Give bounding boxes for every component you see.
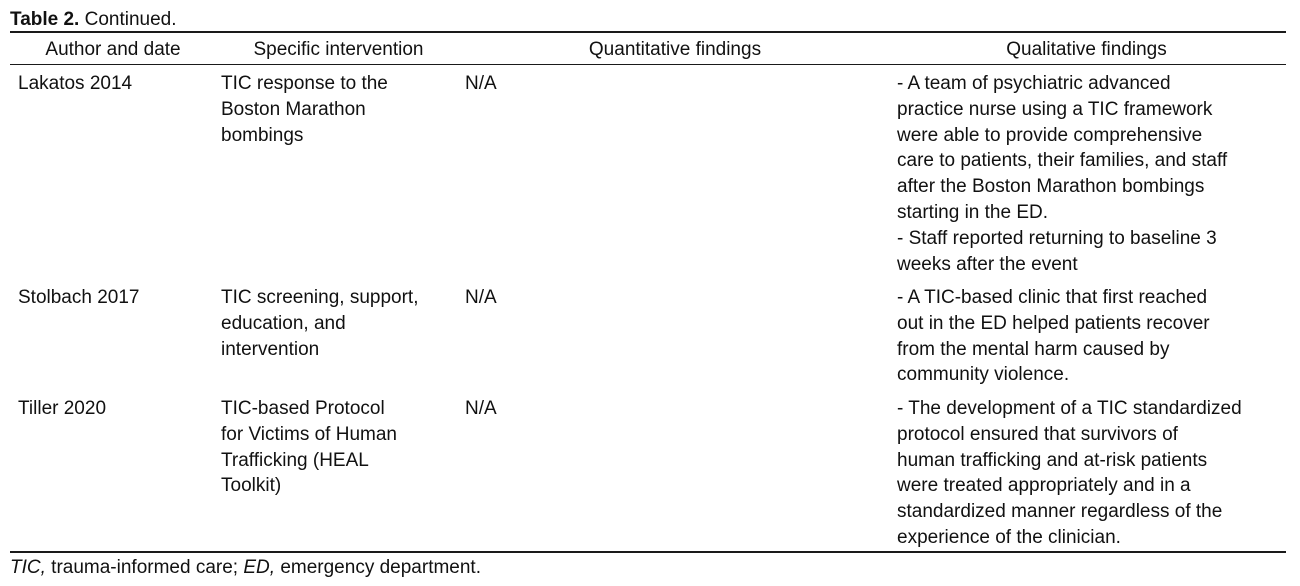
footnote-abbr-tic: TIC, [10,557,46,578]
row-2-qualitative: - A TIC-based clinic that first reached out in the ED helped patients recover from the mental harm caused by community violence. [897,287,1210,386]
footnote-def-ed: emergency department. [275,557,481,578]
column-header-quantitative: Quantitative findings [588,39,762,60]
row-3-author: Tiller 2020 [18,398,107,419]
row-1-qualitative: - A team of psychiatric advanced practice nurse using a TIC framework were able to provide comprehensive care to patients, their families, and staff after the Boston Marathon bombings starting in the ED. - Staff reported returning to baseline 3 weeks after the event [897,73,1228,275]
table-footnote [10,556,481,580]
row-2-author: Stolbach 2017 [18,287,140,308]
footnote-def-tic: trauma-informed care; [45,557,244,578]
table-caption-text: Continued. [79,9,177,30]
header-rule [10,64,1286,65]
table-bottom-rule [10,551,1286,553]
column-header-qualitative: Qualitative findings [1006,39,1167,60]
footnote-abbr-ed: ED, [243,557,276,578]
row-3-qualitative: - The development of a TIC standardized protocol ensured that survivors of human trafficking and at-risk patients were treated appropriately and in a standardized manner regardless of the experience of the clinician. [897,398,1242,548]
row-2-intervention: TIC screening, support, education, and intervention [221,287,419,360]
column-header-intervention: Specific intervention [253,39,424,60]
row-2-quantitative: N/A [465,287,497,308]
row-1-quantitative: N/A [465,73,497,94]
table-label: Table 2. [10,9,80,30]
row-3-intervention: TIC-based Protocol for Victims of Human Trafficking (HEAL Toolkit) [221,398,397,497]
row-3-quantitative: N/A [465,398,497,419]
table-caption [10,9,177,31]
row-1-intervention: TIC response to the Boston Marathon bombings [221,73,388,146]
row-1-author: Lakatos 2014 [18,73,133,94]
column-header-author: Author and date [45,39,181,60]
table-top-rule [10,31,1286,33]
